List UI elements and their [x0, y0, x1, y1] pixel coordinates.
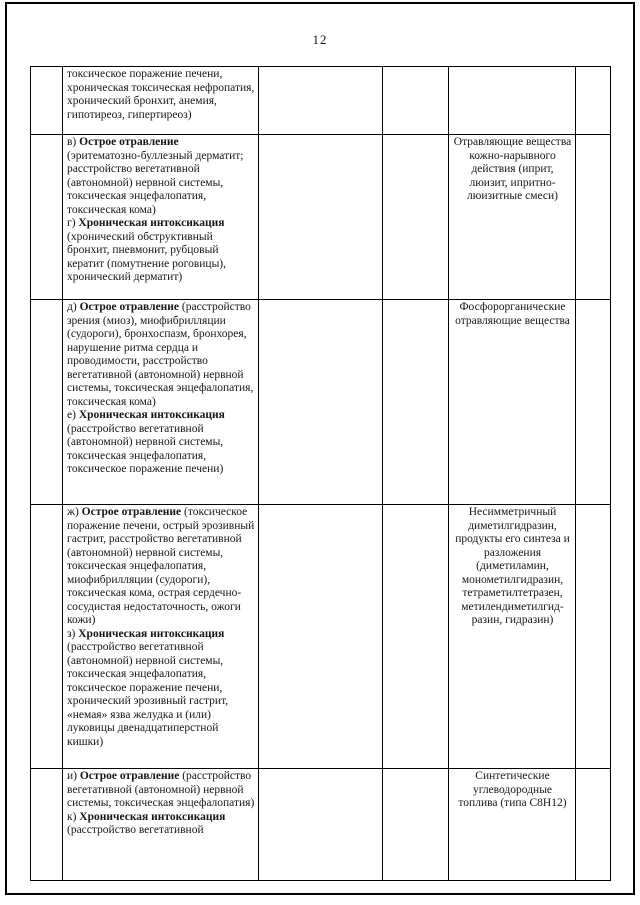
cell-empty [576, 300, 611, 505]
cell-empty [31, 300, 63, 505]
cell-substances [449, 300, 576, 505]
table-row [31, 300, 611, 505]
block-label: и) [67, 770, 77, 782]
cell-substances [449, 769, 576, 881]
block-body: (расстройство вегетативной [67, 824, 204, 836]
table-row [31, 769, 611, 881]
cell-empty [383, 135, 449, 300]
cell-empty [576, 505, 611, 769]
substance-text: Несимметричный диметилгидразин, продукты его синтеза и разложения (диметиламин, монометилгидразин, тетраметилтетразен, метилендиметилгид-разин, гидразин) [455, 506, 570, 626]
cell-empty [31, 67, 63, 135]
text-block [67, 301, 255, 409]
cell-empty [259, 300, 383, 505]
cell-diseases [63, 769, 259, 881]
block-body: токсическое поражение печени, хроническая токсическая нефропатия, хронический бронхит, анемия, гипотиреоз, гипертиреоз) [67, 68, 255, 121]
substance-text: Фосфорорганические отравляющие вещества [455, 301, 570, 327]
table-row [31, 67, 611, 135]
block-label: з) [67, 627, 76, 640]
substance-text: Отравляющие вещества кожно-нарывного действия (иприт, люизит, ипритно-люизитные смеси) [453, 136, 572, 202]
block-title: Хроническая интоксикация [78, 217, 225, 229]
block-title: Острое отравление [81, 506, 182, 518]
block-title: Хроническая интоксикация [79, 810, 226, 823]
cell-empty [383, 505, 449, 769]
text-block [67, 506, 255, 628]
cell-empty [576, 769, 611, 881]
block-body: (эритематозно-буллезный дерматит; расстройство вегетативной (автономной) нервной системы, токсическая энцефалопатия, токсическая кома) [67, 149, 244, 216]
block-label: е) [67, 409, 76, 421]
text-block [67, 811, 255, 838]
cell-diseases [63, 505, 259, 769]
table-row [31, 135, 611, 300]
block-body: (токсическое поражение печени, острый эрозивный гастрит, расстройство вегетативной (автономной) нервной системы, токсическая энцефалопатия, миофибрилляции (судороги), токсическая кома, острая сердечно-сосудистая недостаточность, ожоги кожи) [67, 506, 255, 626]
block-label: г) [67, 217, 76, 229]
block-title: Острое отравление [79, 770, 180, 782]
cell-substances [449, 505, 576, 769]
cell-substances [449, 135, 576, 300]
text-block [67, 770, 255, 811]
block-label: д) [67, 301, 77, 313]
text-block [67, 409, 255, 477]
table-row [31, 505, 611, 769]
cell-diseases [63, 300, 259, 505]
substance-text: Синтетические углеводородные топлива (типа С8Н12) [458, 770, 567, 809]
page-number: 12 [312, 32, 328, 47]
cell-empty [259, 67, 383, 135]
block-body: (расстройство вегетативной (автономной) нервной системы, токсическая энцефалопатия, токсическое поражение печени) [67, 422, 224, 475]
text-block [67, 68, 255, 122]
cell-empty [383, 300, 449, 505]
cell-empty [31, 135, 63, 300]
cell-substances [449, 67, 576, 135]
main-table [30, 66, 611, 881]
block-label: ж) [67, 506, 79, 518]
block-label: в) [67, 136, 77, 148]
cell-diseases [63, 67, 259, 135]
block-body: (хронический обструктивный бронхит, пневмонит, рубцовый кератит (помутнение роговицы), хронический дерматит) [67, 230, 227, 283]
text-block [67, 628, 255, 750]
text-block [67, 217, 255, 285]
cell-empty [383, 67, 449, 135]
block-title: Острое отравление [79, 136, 179, 148]
text-block [67, 136, 255, 217]
cell-empty [259, 505, 383, 769]
cell-empty [31, 769, 63, 881]
cell-empty [383, 769, 449, 881]
block-body: (расстройство зрения (миоз), миофибрилляции (судороги), бронхоспазм, бронхорея, нарушение ритма сердца и проводимости, расстройство вегетативной (автономной) нервной системы, токсическая энцефалопатия, токсическая кома) [67, 301, 254, 408]
block-label: к) [67, 810, 77, 823]
cell-empty [576, 135, 611, 300]
block-title: Хроническая интоксикация [78, 627, 225, 640]
block-title: Хроническая интоксикация [78, 409, 225, 421]
cell-diseases [63, 135, 259, 300]
cell-empty [259, 135, 383, 300]
block-body: (расстройство вегетативной (автономной) нервной системы, токсическая энцефалопатия) [67, 770, 255, 809]
block-title: Острое отравление [79, 301, 180, 313]
cell-empty [31, 505, 63, 769]
cell-empty [576, 67, 611, 135]
cell-empty [259, 769, 383, 881]
block-body: (расстройство вегетативной (автономной) нервной системы, токсическая энцефалопатия, токсическое поражение печени, хронический эрозивный гастрит, «немая» язва желудка и (или) луковицы двенадцатиперстной кишки) [67, 641, 229, 748]
